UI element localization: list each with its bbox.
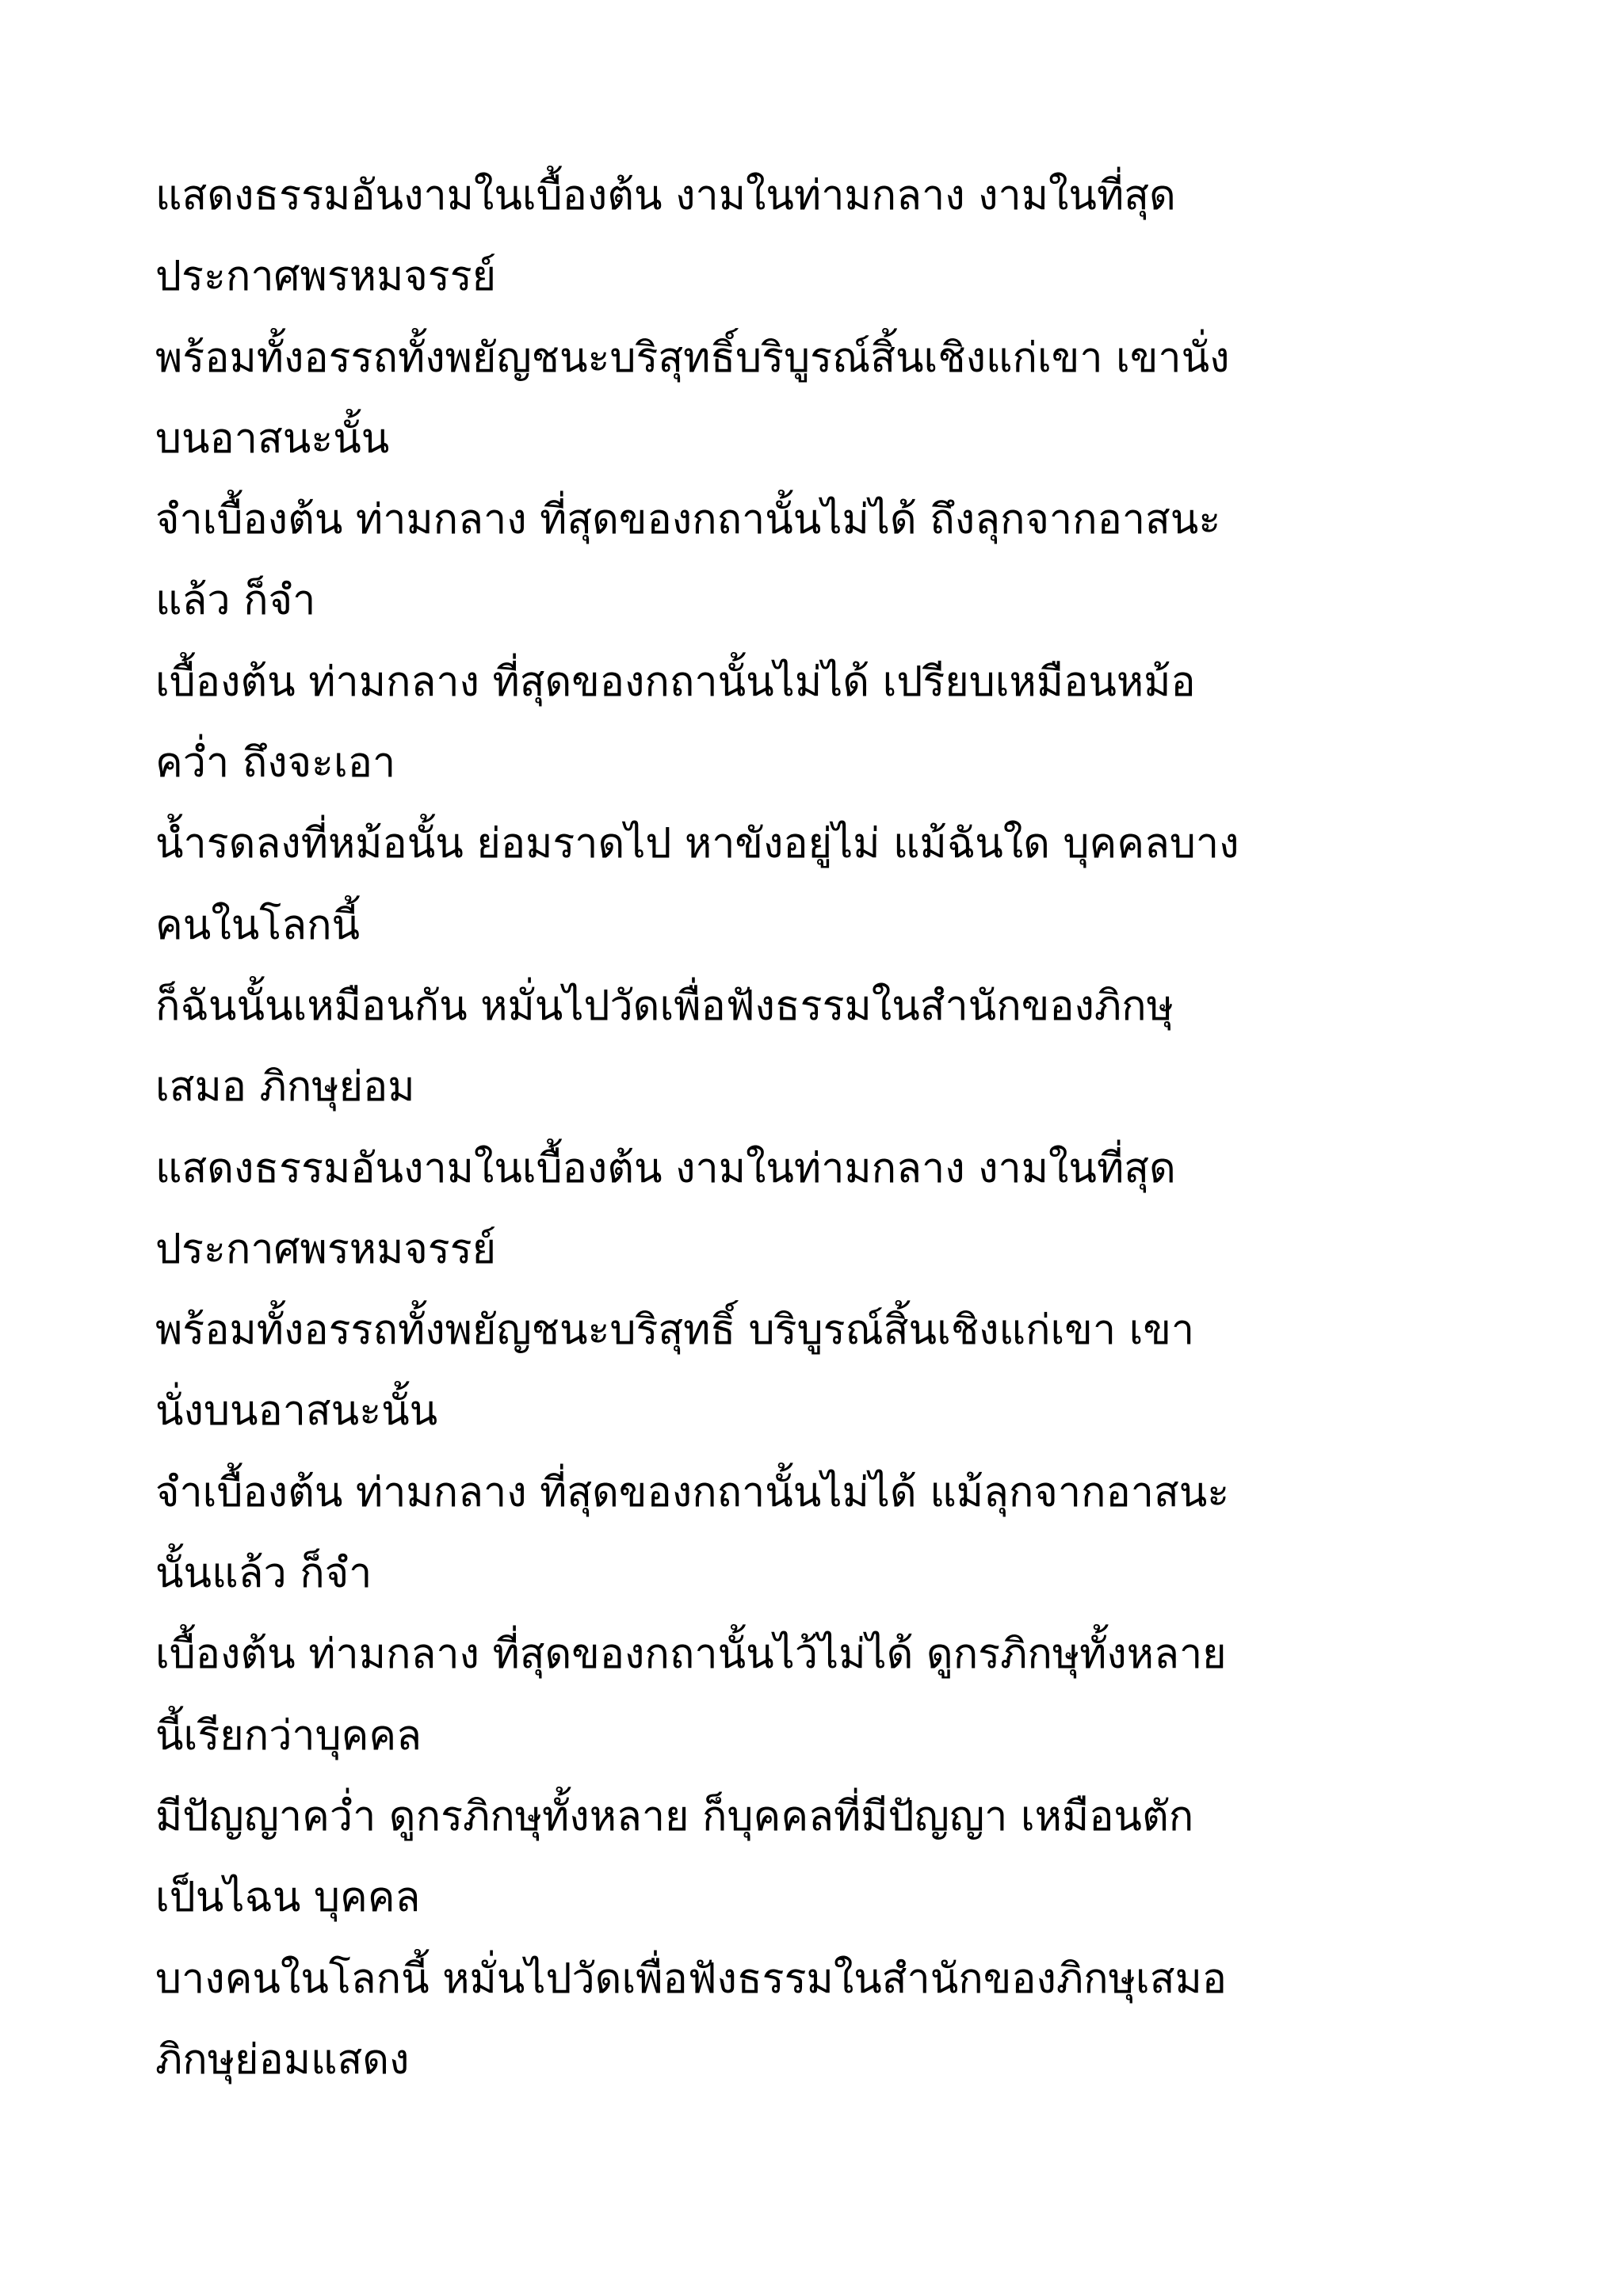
text-line: บนอาสนะนั้น [155, 414, 390, 463]
text-line: จำเบื้องต้น ท่ามกลาง ที่สุดของกถานั้นไม่ได้ แม้ลุกจากอาสนะ [155, 1468, 1230, 1516]
text-line: นั้นแล้ว ก็จำ [155, 1550, 372, 1598]
text-line: จำเบื้องต้น ท่ามกลาง ที่สุดของกถานั้นไม่ได้ ถึงลุกจากอาสนะ [155, 496, 1221, 544]
text-line: แสดงธรรมอันงามในเบื้องต้น งามในท่ามกลาง งามในที่สุด [155, 1144, 1176, 1192]
text-line: เป็นไฉน บุคคล [155, 1874, 421, 1922]
text-line: ก็ฉันนั้นเหมือนกัน หมั่นไปวัดเพื่อฟังธรรมในสำนักของภิกษุ [155, 982, 1174, 1030]
text-line: แล้ว ก็จำ [155, 577, 316, 625]
text-line: ภิกษุย่อมแสดง [155, 2035, 410, 2084]
text-line: ประกาศพรหมจรรย์ [155, 253, 497, 301]
text-line: เสมอ ภิกษุย่อม [155, 1063, 415, 1112]
text-line: มีปัญญาคว่ำ ดูกรภิกษุทั้งหลาย ก็บุคคลที่มีปัญญา เหมือนตัก [155, 1792, 1194, 1840]
text-line: คนในโลกนี้ [155, 901, 361, 949]
text-line: แสดงธรรมอันงามในเบื้องต้น งามในท่ามกลาง งามในที่สุด [155, 172, 1176, 219]
text-line: บางคนในโลกนี้ หมั่นไปวัดเพื่อฟังธรรมในสำนักของภิกษุเสมอ [155, 1955, 1227, 2003]
text-line: นี้เรียกว่าบุคคล [155, 1711, 422, 1760]
text-line: นั่งบนอาสนะนั้น [155, 1387, 438, 1436]
text-line: คว่ำ ถึงจะเอา [155, 739, 396, 788]
document-body [155, 155, 1518, 2100]
text-line: เบื้องต้น ท่ามกลาง ที่สุดของกถานั้นไว้ไม่ได้ ดูกรภิกษุทั้งหลาย [155, 1630, 1227, 1679]
text-line: น้ำรดลงที่หม้อนั้น ย่อมราดไป หาขังอยู่ไม่ แม้ฉันใด บุคคลบาง [155, 820, 1239, 868]
text-line: ประกาศพรหมจรรย์ [155, 1225, 497, 1273]
text-line: พร้อมทั้งอรรถทั้งพยัญชนะบริสุทธิ์บริบูรณ์สิ้นเชิงแก่เขา เขานั่ง [155, 334, 1230, 382]
text-line: เบื้องต้น ท่ามกลาง ที่สุดของกถานั้นไม่ได้ เปรียบเหมือนหม้อ [155, 658, 1196, 706]
text-line: พร้อมทั้งอรรถทั้งพยัญชนะบริสุทธิ์ บริบูรณ์สิ้นเชิงแก่เขา เขา [155, 1306, 1195, 1355]
